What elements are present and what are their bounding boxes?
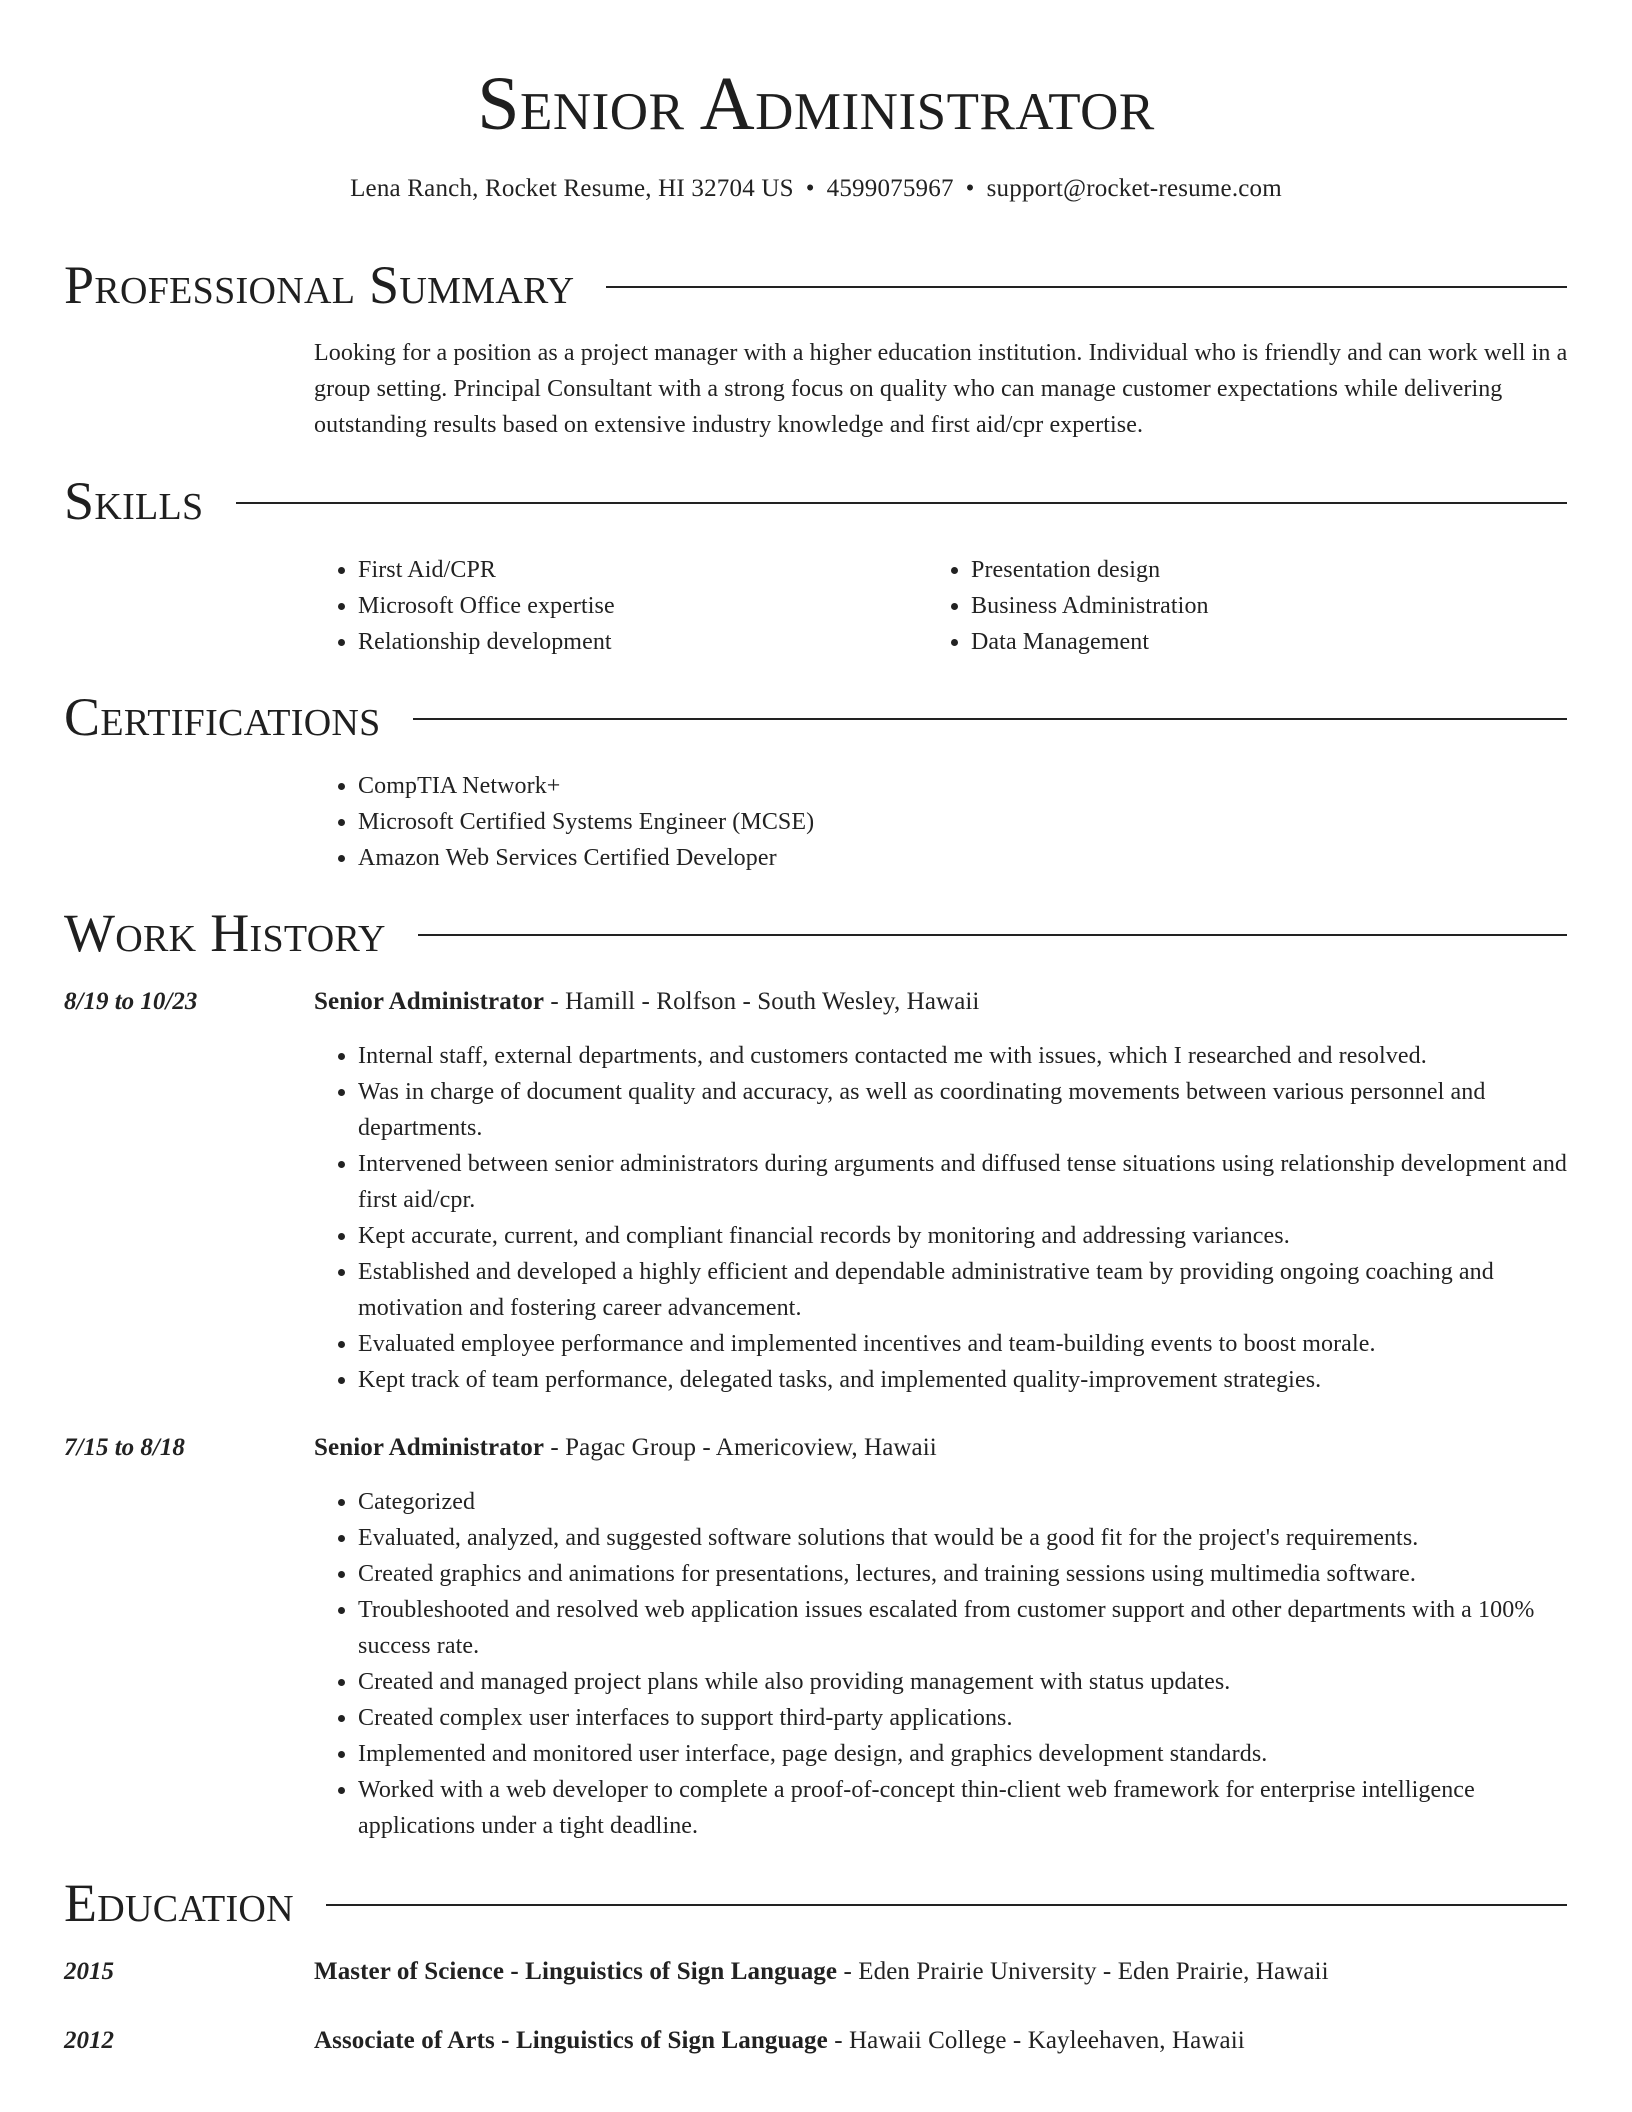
skills-column-right: [927, 552, 1527, 660]
skill-item: • First Aid/CPR: [358, 552, 914, 588]
section-divider: [606, 286, 1567, 288]
job-bullet: • Troubleshooted and resolved web application issues escalated from customer support and other departments with a 100% success rate.: [358, 1592, 1568, 1664]
job-bullet: • Established and developed a highly efficient and dependable administrative team by providing ongoing coaching and motivation and fostering career advancement.: [358, 1254, 1568, 1326]
section-divider: [326, 1904, 1567, 1906]
contact-phone: 4599075967: [826, 175, 954, 202]
section-title: Education: [64, 1873, 294, 1933]
job-bullet: • Implemented and monitored user interface, page design, and graphics development standards.: [358, 1736, 1568, 1772]
job-header: [314, 1430, 1568, 1466]
certification-item: • Microsoft Certified Systems Engineer (MCSE): [358, 804, 1568, 840]
education-entry: [314, 1954, 1568, 1990]
section-divider: [413, 718, 1567, 720]
certification-item: • CompTIA Network+: [358, 768, 1568, 804]
education-details: - Hawaii College - Kayleehaven, Hawaii: [827, 2027, 1245, 2054]
section-title: Professional Summary: [64, 255, 575, 315]
job-bullets: [314, 1484, 1568, 1844]
education-year: 2015: [64, 1958, 114, 1985]
job-bullet: • Internal staff, external departments, and customers contacted me with issues, which I researched and resolved.: [358, 1038, 1568, 1074]
contact-line: [0, 172, 1632, 206]
job-bullet: • Worked with a web developer to complete a proof-of-concept thin-client web framework for enterprise intelligence applications under a tight deadline.: [358, 1772, 1568, 1844]
section-title: Certifications: [64, 687, 381, 747]
contact-address: Lena Ranch, Rocket Resume, HI 32704 US: [350, 175, 794, 202]
job-bullet: • Evaluated, analyzed, and suggested software solutions that would be a good fit for the project's requirements.: [358, 1520, 1568, 1556]
job-title: Senior Administrator: [314, 988, 545, 1015]
certifications-list: [314, 768, 1568, 876]
job-details: - Pagac Group - Americoview, Hawaii: [544, 1434, 937, 1461]
section-heading-certifications: [64, 682, 1567, 752]
section-title: Work History: [64, 903, 386, 963]
job-bullet: • Kept track of team performance, delegated tasks, and implemented quality-improvement strategies.: [358, 1362, 1568, 1398]
contact-email[interactable]: support@rocket-resume.com: [986, 175, 1282, 202]
skill-item: • Relationship development: [358, 624, 914, 660]
skill-item: • Business Administration: [971, 588, 1527, 624]
section-title: Skills: [64, 471, 204, 531]
section-divider: [236, 502, 1568, 504]
education-details: - Eden Prairie University - Eden Prairie, Hawaii: [837, 1958, 1329, 1985]
job-bullet: • Evaluated employee performance and implemented incentives and team-building events to boost morale.: [358, 1326, 1568, 1362]
education-year: 2012: [64, 2027, 114, 2054]
education-degree: Associate of Arts - Linguistics of Sign Language: [314, 2027, 828, 2054]
contact-separator: •: [965, 175, 975, 202]
job-dates: 7/15 to 8/18: [64, 1434, 185, 1461]
skills-column-left: [314, 552, 914, 660]
section-heading-work-history: [64, 898, 1567, 968]
skill-item: • Presentation design: [971, 552, 1527, 588]
contact-separator: •: [805, 175, 815, 202]
resume-title: Senior Administrator: [477, 62, 1155, 146]
section-heading-skills: [64, 466, 1567, 536]
job-header: [314, 984, 1568, 1020]
job-bullet: • Categorized: [358, 1484, 1568, 1520]
job-bullet: • Created complex user interfaces to support third-party applications.: [358, 1700, 1568, 1736]
job-bullet: • Was in charge of document quality and accuracy, as well as coordinating movements between various personnel and departments.: [358, 1074, 1568, 1146]
education-entry: [314, 2023, 1568, 2059]
job-bullets: [314, 1038, 1568, 1398]
skill-item: • Microsoft Office expertise: [358, 588, 914, 624]
job-details: - Hamill - Rolfson - South Wesley, Hawaii: [544, 988, 980, 1015]
education-degree: Master of Science - Linguistics of Sign Language: [314, 1958, 838, 1985]
job-bullet: • Kept accurate, current, and compliant financial records by monitoring and addressing variances.: [358, 1218, 1568, 1254]
job-dates: 8/19 to 10/23: [64, 988, 198, 1015]
job-title: Senior Administrator: [314, 1434, 545, 1461]
job-bullet: • Created and managed project plans while also providing management with status updates.: [358, 1664, 1568, 1700]
section-heading-summary: [64, 250, 1567, 320]
job-bullet: • Intervened between senior administrators during arguments and diffused tense situations using relationship development and first aid/cpr.: [358, 1146, 1568, 1218]
section-heading-education: [64, 1868, 1567, 1938]
skill-item: • Data Management: [971, 624, 1527, 660]
certification-item: • Amazon Web Services Certified Developer: [358, 840, 1568, 876]
summary-text: Looking for a position as a project manager with a higher education institution. Individual who is friendly and can work well in a group setting. Principal Consultant with a strong focus on quality who can manage customer expectations while delivering outstanding results based on extensive industry knowledge and first aid/cpr expertise.: [314, 340, 1568, 438]
job-bullet: • Created graphics and animations for presentations, lectures, and training sessions using multimedia software.: [358, 1556, 1568, 1592]
section-divider: [418, 934, 1567, 936]
